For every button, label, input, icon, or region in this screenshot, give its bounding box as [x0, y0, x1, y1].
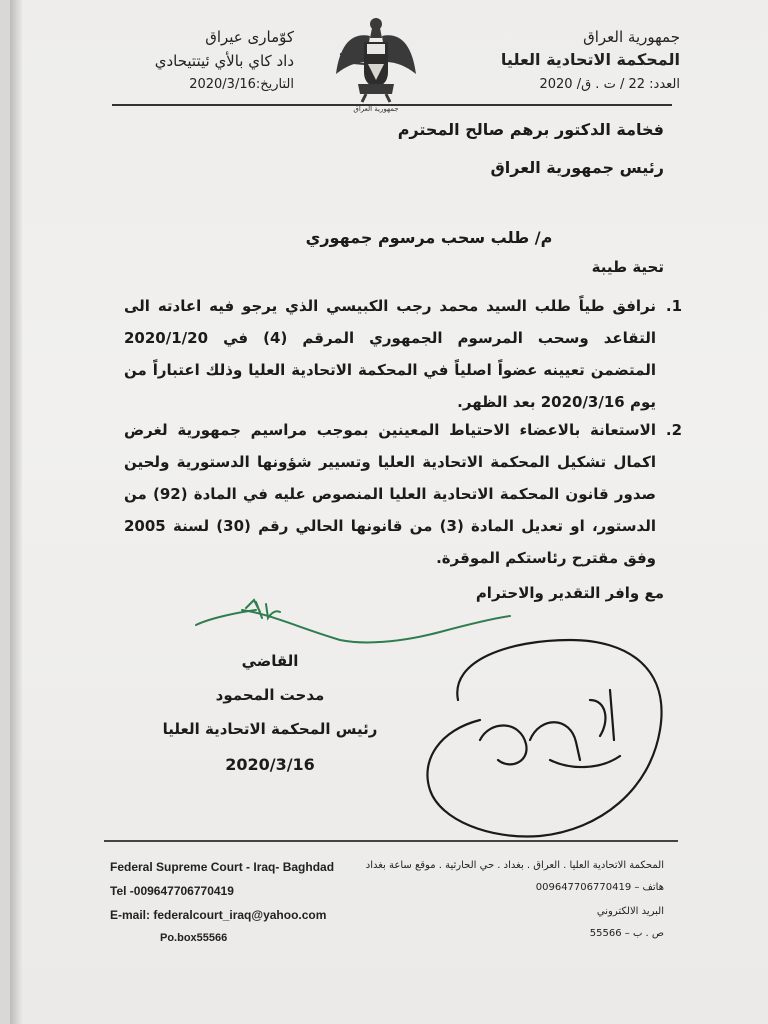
footer-arabic-email-label: البريد الالكتروني	[596, 906, 664, 917]
iraq-eagle-emblem-icon	[332, 14, 420, 114]
header-date: التاريخ:2020/3/16	[189, 77, 294, 92]
header-country: جمهورية العراق	[583, 28, 680, 46]
header-divider	[112, 104, 672, 106]
signer-role: رئيس المحكمة الاتحادية العليا	[162, 720, 378, 738]
paragraph-1	[124, 290, 682, 418]
addressee-name: فخامة الدكتور برهم صالح المحترم	[397, 120, 664, 139]
footer-arabic-pobox: ص . ب – 55566	[589, 928, 664, 939]
footer-email: E-mail: federalcourt_iraq@yahoo.com	[110, 908, 327, 922]
greeting: تحية طيبة	[591, 258, 664, 276]
paragraph-2	[124, 414, 682, 574]
header-kurdish-country: كوّماری عیراق	[205, 28, 294, 46]
header-reference-number: العدد: 22 / ت . ق/ 2020	[539, 77, 680, 92]
letter-subject: م/ طلب سحب مرسوم جمهوري	[305, 228, 553, 247]
footer-court-address: Federal Supreme Court - Iraq- Baghdad	[110, 860, 335, 874]
signature-date: 2020/3/16	[225, 755, 315, 774]
handwritten-signature-icon	[427, 640, 661, 837]
footer-pobox: Po.box55566	[160, 932, 228, 944]
emblem-caption: جمهورية العراق	[353, 105, 399, 113]
addressee-title: رئيس جمهورية العراق	[490, 158, 664, 177]
page-edge-shadow	[10, 0, 22, 1024]
paragraph-2-text: الاستعانة بالاعضاء الاحتياط المعينين بموجب مراسيم جمهورية لغرض اكمال تشكيل المحكمة الاتحادية العليا وتسيير شؤونها الدستورية ولحين صدور قانون المحكمة الاتحادية العليا المنصوص عليه في المادة (92) من الدستور، او تعديل المادة (3) من قانونها الحالي رقم (30) لسنة 2005 وفق مقترح رئاستكم الموقرة.	[124, 421, 656, 567]
header-court-name: المحكمة الاتحادية العليا	[500, 50, 680, 69]
footer-phone: Tel -009647706770419	[110, 884, 234, 898]
header-right	[460, 26, 680, 96]
paragraph-1-text: نرافق طياً طلب السيد محمد رجب الكبيسي الذي يرجو فيه اعادته الى التقاعد وسحب المرسوم الجمهوري المرقم (4) في 2020/1/20 المتضمن تعيينه عضواً اصلياً في المحكمة الاتحادية العليا وذلك اعتباراً من يوم 2020/3/16 بعد الظهر.	[124, 297, 656, 411]
signer-title: القاضي	[241, 652, 299, 670]
green-signature-icon	[196, 600, 510, 642]
paragraph-1-number: 1.	[665, 297, 682, 315]
footer-arabic-phone: هاتف – 009647706770419	[535, 882, 664, 893]
footer-arabic-address: المحكمة الاتحادية العليا . العراق . بغداد . حي الحارثية . موقع ساعة بغداد	[365, 860, 664, 871]
footer-divider	[104, 840, 678, 842]
letter-page	[10, 0, 768, 1024]
closing-line: مع وافر التقدير والاحترام	[475, 584, 664, 602]
paragraph-2-number: 2.	[665, 421, 682, 439]
header-left	[114, 26, 294, 96]
header-kurdish-court: داد كاي بالأي ئيتتيحادي	[154, 52, 294, 70]
signer-name: مدحت المحمود	[215, 686, 325, 704]
